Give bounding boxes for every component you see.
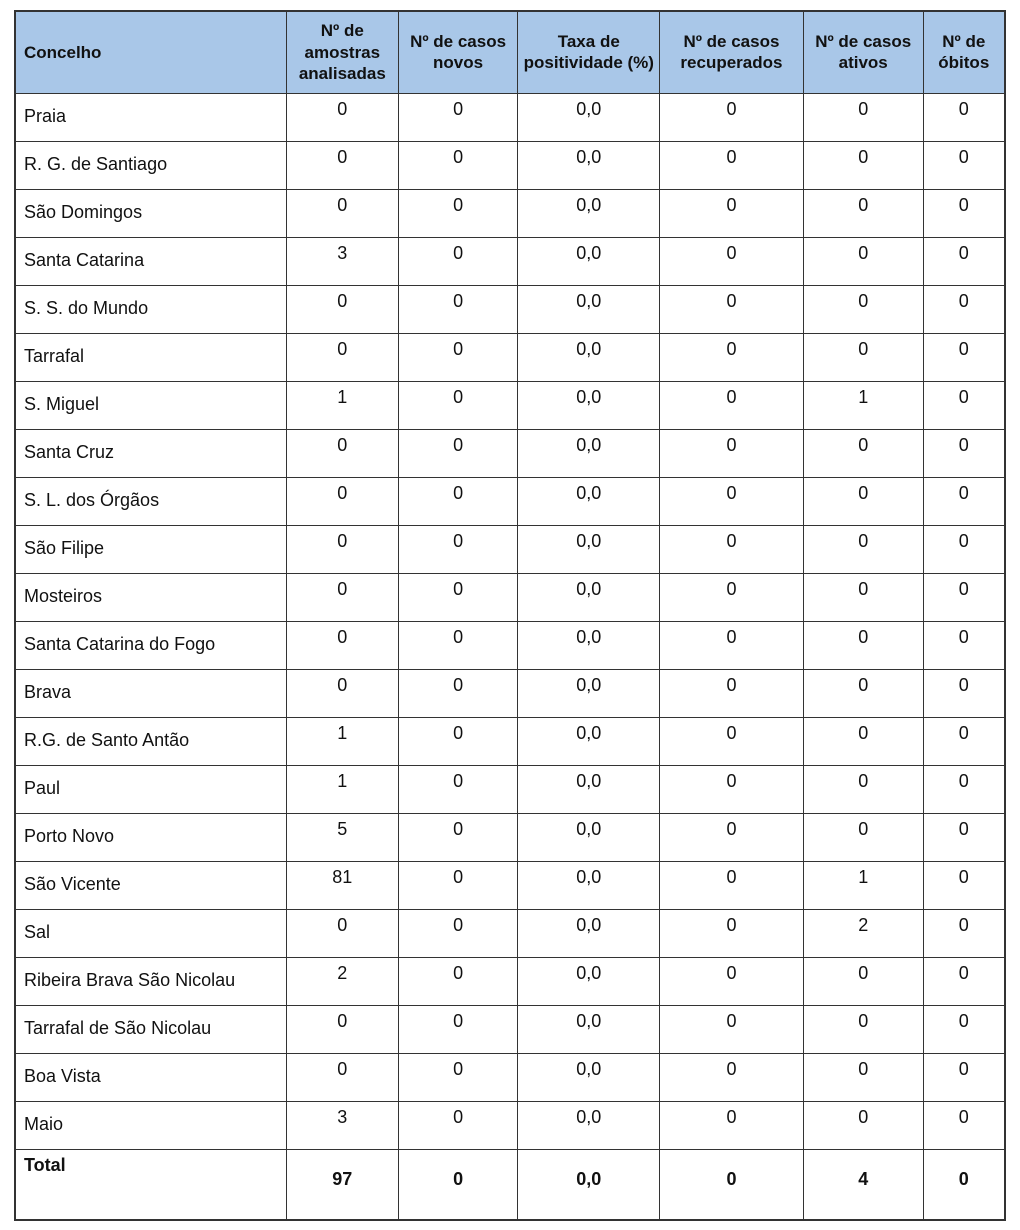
value-cell-recuperados: 0 (660, 1005, 804, 1053)
total-cell-taxa: 0,0 (518, 1149, 660, 1220)
table-body (15, 93, 1005, 1149)
value-cell-taxa: 0,0 (518, 573, 660, 621)
value-cell-obitos: 0 (923, 909, 1005, 957)
concelho-cell: São Filipe (15, 525, 286, 573)
value-cell-amostras: 0 (286, 429, 398, 477)
value-cell-obitos: 0 (923, 1053, 1005, 1101)
value-cell-amostras: 0 (286, 621, 398, 669)
table-row (15, 1005, 1005, 1053)
value-cell-taxa: 0,0 (518, 237, 660, 285)
value-cell-novos: 0 (398, 765, 518, 813)
value-cell-recuperados: 0 (660, 765, 804, 813)
concelho-covid-table (14, 10, 1006, 1221)
value-cell-obitos: 0 (923, 573, 1005, 621)
concelho-cell: Boa Vista (15, 1053, 286, 1101)
concelho-cell: São Domingos (15, 189, 286, 237)
value-cell-taxa: 0,0 (518, 1101, 660, 1149)
value-cell-taxa: 0,0 (518, 93, 660, 141)
value-cell-novos: 0 (398, 141, 518, 189)
value-cell-ativos: 0 (803, 525, 923, 573)
value-cell-ativos: 0 (803, 813, 923, 861)
value-cell-novos: 0 (398, 381, 518, 429)
value-cell-ativos: 0 (803, 141, 923, 189)
value-cell-recuperados: 0 (660, 669, 804, 717)
header-obitos: Nº de óbitos (923, 11, 1005, 93)
value-cell-novos: 0 (398, 525, 518, 573)
value-cell-ativos: 0 (803, 1053, 923, 1101)
value-cell-novos: 0 (398, 1005, 518, 1053)
total-row (15, 1149, 1005, 1220)
value-cell-taxa: 0,0 (518, 381, 660, 429)
table-row (15, 909, 1005, 957)
table-row (15, 957, 1005, 1005)
concelho-cell: Santa Catarina (15, 237, 286, 285)
value-cell-recuperados: 0 (660, 861, 804, 909)
table-row (15, 285, 1005, 333)
value-cell-recuperados: 0 (660, 717, 804, 765)
value-cell-novos: 0 (398, 285, 518, 333)
value-cell-taxa: 0,0 (518, 141, 660, 189)
value-cell-novos: 0 (398, 237, 518, 285)
value-cell-amostras: 0 (286, 1053, 398, 1101)
value-cell-novos: 0 (398, 813, 518, 861)
value-cell-novos: 0 (398, 573, 518, 621)
value-cell-amostras: 1 (286, 717, 398, 765)
concelho-cell: Santa Cruz (15, 429, 286, 477)
value-cell-novos: 0 (398, 189, 518, 237)
value-cell-recuperados: 0 (660, 429, 804, 477)
table-row (15, 333, 1005, 381)
table-row (15, 861, 1005, 909)
value-cell-ativos: 0 (803, 333, 923, 381)
value-cell-recuperados: 0 (660, 333, 804, 381)
value-cell-ativos: 0 (803, 1005, 923, 1053)
value-cell-amostras: 81 (286, 861, 398, 909)
value-cell-taxa: 0,0 (518, 669, 660, 717)
total-cell-ativos: 4 (803, 1149, 923, 1220)
total-cell-amostras: 97 (286, 1149, 398, 1220)
table-row (15, 477, 1005, 525)
table-row (15, 573, 1005, 621)
header-casos-novos: Nº de casos novos (398, 11, 518, 93)
value-cell-amostras: 0 (286, 573, 398, 621)
concelho-cell: Maio (15, 1101, 286, 1149)
value-cell-obitos: 0 (923, 141, 1005, 189)
table-row (15, 525, 1005, 573)
value-cell-novos: 0 (398, 1101, 518, 1149)
value-cell-obitos: 0 (923, 525, 1005, 573)
value-cell-obitos: 0 (923, 189, 1005, 237)
concelho-cell: R.G. de Santo Antão (15, 717, 286, 765)
concelho-cell: Tarrafal de São Nicolau (15, 1005, 286, 1053)
value-cell-taxa: 0,0 (518, 621, 660, 669)
concelho-cell: São Vicente (15, 861, 286, 909)
value-cell-obitos: 0 (923, 765, 1005, 813)
value-cell-novos: 0 (398, 621, 518, 669)
value-cell-amostras: 0 (286, 189, 398, 237)
header-ativos: Nº de casos ativos (803, 11, 923, 93)
value-cell-novos: 0 (398, 93, 518, 141)
header-recuperados: Nº de casos recuperados (660, 11, 804, 93)
value-cell-recuperados: 0 (660, 477, 804, 525)
concelho-cell: R. G. de Santiago (15, 141, 286, 189)
header-amostras: Nº de amostras analisadas (286, 11, 398, 93)
value-cell-recuperados: 0 (660, 1053, 804, 1101)
value-cell-taxa: 0,0 (518, 1053, 660, 1101)
value-cell-recuperados: 0 (660, 909, 804, 957)
value-cell-recuperados: 0 (660, 621, 804, 669)
value-cell-obitos: 0 (923, 381, 1005, 429)
concelho-cell: Sal (15, 909, 286, 957)
value-cell-recuperados: 0 (660, 237, 804, 285)
value-cell-recuperados: 0 (660, 141, 804, 189)
value-cell-ativos: 0 (803, 189, 923, 237)
concelho-cell: Santa Catarina do Fogo (15, 621, 286, 669)
total-label-cell: Total (15, 1149, 286, 1220)
value-cell-amostras: 0 (286, 93, 398, 141)
table-row (15, 765, 1005, 813)
table-row (15, 189, 1005, 237)
value-cell-taxa: 0,0 (518, 429, 660, 477)
value-cell-recuperados: 0 (660, 285, 804, 333)
value-cell-taxa: 0,0 (518, 189, 660, 237)
value-cell-ativos: 0 (803, 237, 923, 285)
value-cell-novos: 0 (398, 477, 518, 525)
table-row (15, 237, 1005, 285)
value-cell-taxa: 0,0 (518, 765, 660, 813)
value-cell-recuperados: 0 (660, 525, 804, 573)
table-row (15, 141, 1005, 189)
table-row (15, 93, 1005, 141)
value-cell-novos: 0 (398, 429, 518, 477)
concelho-cell: S. Miguel (15, 381, 286, 429)
value-cell-novos: 0 (398, 669, 518, 717)
header-concelho: Concelho (15, 11, 286, 93)
value-cell-amostras: 0 (286, 1005, 398, 1053)
value-cell-ativos: 1 (803, 861, 923, 909)
table-row (15, 1053, 1005, 1101)
total-cell-obitos: 0 (923, 1149, 1005, 1220)
value-cell-amostras: 3 (286, 237, 398, 285)
value-cell-recuperados: 0 (660, 189, 804, 237)
value-cell-amostras: 0 (286, 477, 398, 525)
value-cell-taxa: 0,0 (518, 525, 660, 573)
value-cell-taxa: 0,0 (518, 1005, 660, 1053)
value-cell-ativos: 0 (803, 573, 923, 621)
value-cell-ativos: 0 (803, 429, 923, 477)
value-cell-novos: 0 (398, 957, 518, 1005)
value-cell-amostras: 0 (286, 669, 398, 717)
value-cell-ativos: 0 (803, 1101, 923, 1149)
value-cell-taxa: 0,0 (518, 813, 660, 861)
value-cell-recuperados: 0 (660, 573, 804, 621)
value-cell-recuperados: 0 (660, 957, 804, 1005)
value-cell-taxa: 0,0 (518, 957, 660, 1005)
concelho-cell: S. S. do Mundo (15, 285, 286, 333)
concelho-cell: Porto Novo (15, 813, 286, 861)
value-cell-amostras: 1 (286, 381, 398, 429)
value-cell-taxa: 0,0 (518, 333, 660, 381)
table-row (15, 669, 1005, 717)
value-cell-obitos: 0 (923, 333, 1005, 381)
value-cell-obitos: 0 (923, 621, 1005, 669)
total-cell-recuperados: 0 (660, 1149, 804, 1220)
value-cell-ativos: 0 (803, 285, 923, 333)
value-cell-ativos: 0 (803, 621, 923, 669)
value-cell-recuperados: 0 (660, 93, 804, 141)
value-cell-amostras: 0 (286, 525, 398, 573)
value-cell-obitos: 0 (923, 957, 1005, 1005)
header-row (15, 11, 1005, 93)
value-cell-amostras: 0 (286, 333, 398, 381)
value-cell-amostras: 0 (286, 909, 398, 957)
value-cell-recuperados: 0 (660, 1101, 804, 1149)
value-cell-amostras: 3 (286, 1101, 398, 1149)
header-taxa-positividade: Taxa de positividade (%) (518, 11, 660, 93)
value-cell-obitos: 0 (923, 669, 1005, 717)
concelho-cell: Praia (15, 93, 286, 141)
table-row (15, 621, 1005, 669)
value-cell-ativos: 2 (803, 909, 923, 957)
value-cell-taxa: 0,0 (518, 909, 660, 957)
table-row (15, 381, 1005, 429)
table-row (15, 1101, 1005, 1149)
value-cell-ativos: 0 (803, 717, 923, 765)
value-cell-novos: 0 (398, 333, 518, 381)
value-cell-recuperados: 0 (660, 813, 804, 861)
table-row (15, 813, 1005, 861)
value-cell-amostras: 1 (286, 765, 398, 813)
value-cell-novos: 0 (398, 1053, 518, 1101)
value-cell-ativos: 0 (803, 477, 923, 525)
value-cell-taxa: 0,0 (518, 285, 660, 333)
value-cell-obitos: 0 (923, 285, 1005, 333)
value-cell-obitos: 0 (923, 813, 1005, 861)
concelho-cell: Ribeira Brava São Nicolau (15, 957, 286, 1005)
table-row (15, 429, 1005, 477)
value-cell-recuperados: 0 (660, 381, 804, 429)
value-cell-obitos: 0 (923, 717, 1005, 765)
value-cell-obitos: 0 (923, 93, 1005, 141)
value-cell-ativos: 0 (803, 93, 923, 141)
value-cell-obitos: 0 (923, 1005, 1005, 1053)
value-cell-ativos: 0 (803, 957, 923, 1005)
value-cell-ativos: 0 (803, 669, 923, 717)
value-cell-obitos: 0 (923, 1101, 1005, 1149)
value-cell-amostras: 5 (286, 813, 398, 861)
value-cell-taxa: 0,0 (518, 717, 660, 765)
value-cell-amostras: 0 (286, 285, 398, 333)
value-cell-obitos: 0 (923, 429, 1005, 477)
value-cell-novos: 0 (398, 861, 518, 909)
concelho-cell: S. L. dos Órgãos (15, 477, 286, 525)
value-cell-novos: 0 (398, 717, 518, 765)
value-cell-amostras: 2 (286, 957, 398, 1005)
value-cell-obitos: 0 (923, 237, 1005, 285)
value-cell-ativos: 0 (803, 765, 923, 813)
value-cell-taxa: 0,0 (518, 861, 660, 909)
total-cell-novos: 0 (398, 1149, 518, 1220)
concelho-cell: Paul (15, 765, 286, 813)
value-cell-taxa: 0,0 (518, 477, 660, 525)
value-cell-ativos: 1 (803, 381, 923, 429)
value-cell-obitos: 0 (923, 861, 1005, 909)
value-cell-obitos: 0 (923, 477, 1005, 525)
concelho-cell: Mosteiros (15, 573, 286, 621)
table-row (15, 717, 1005, 765)
concelho-cell: Brava (15, 669, 286, 717)
value-cell-amostras: 0 (286, 141, 398, 189)
concelho-cell: Tarrafal (15, 333, 286, 381)
value-cell-novos: 0 (398, 909, 518, 957)
